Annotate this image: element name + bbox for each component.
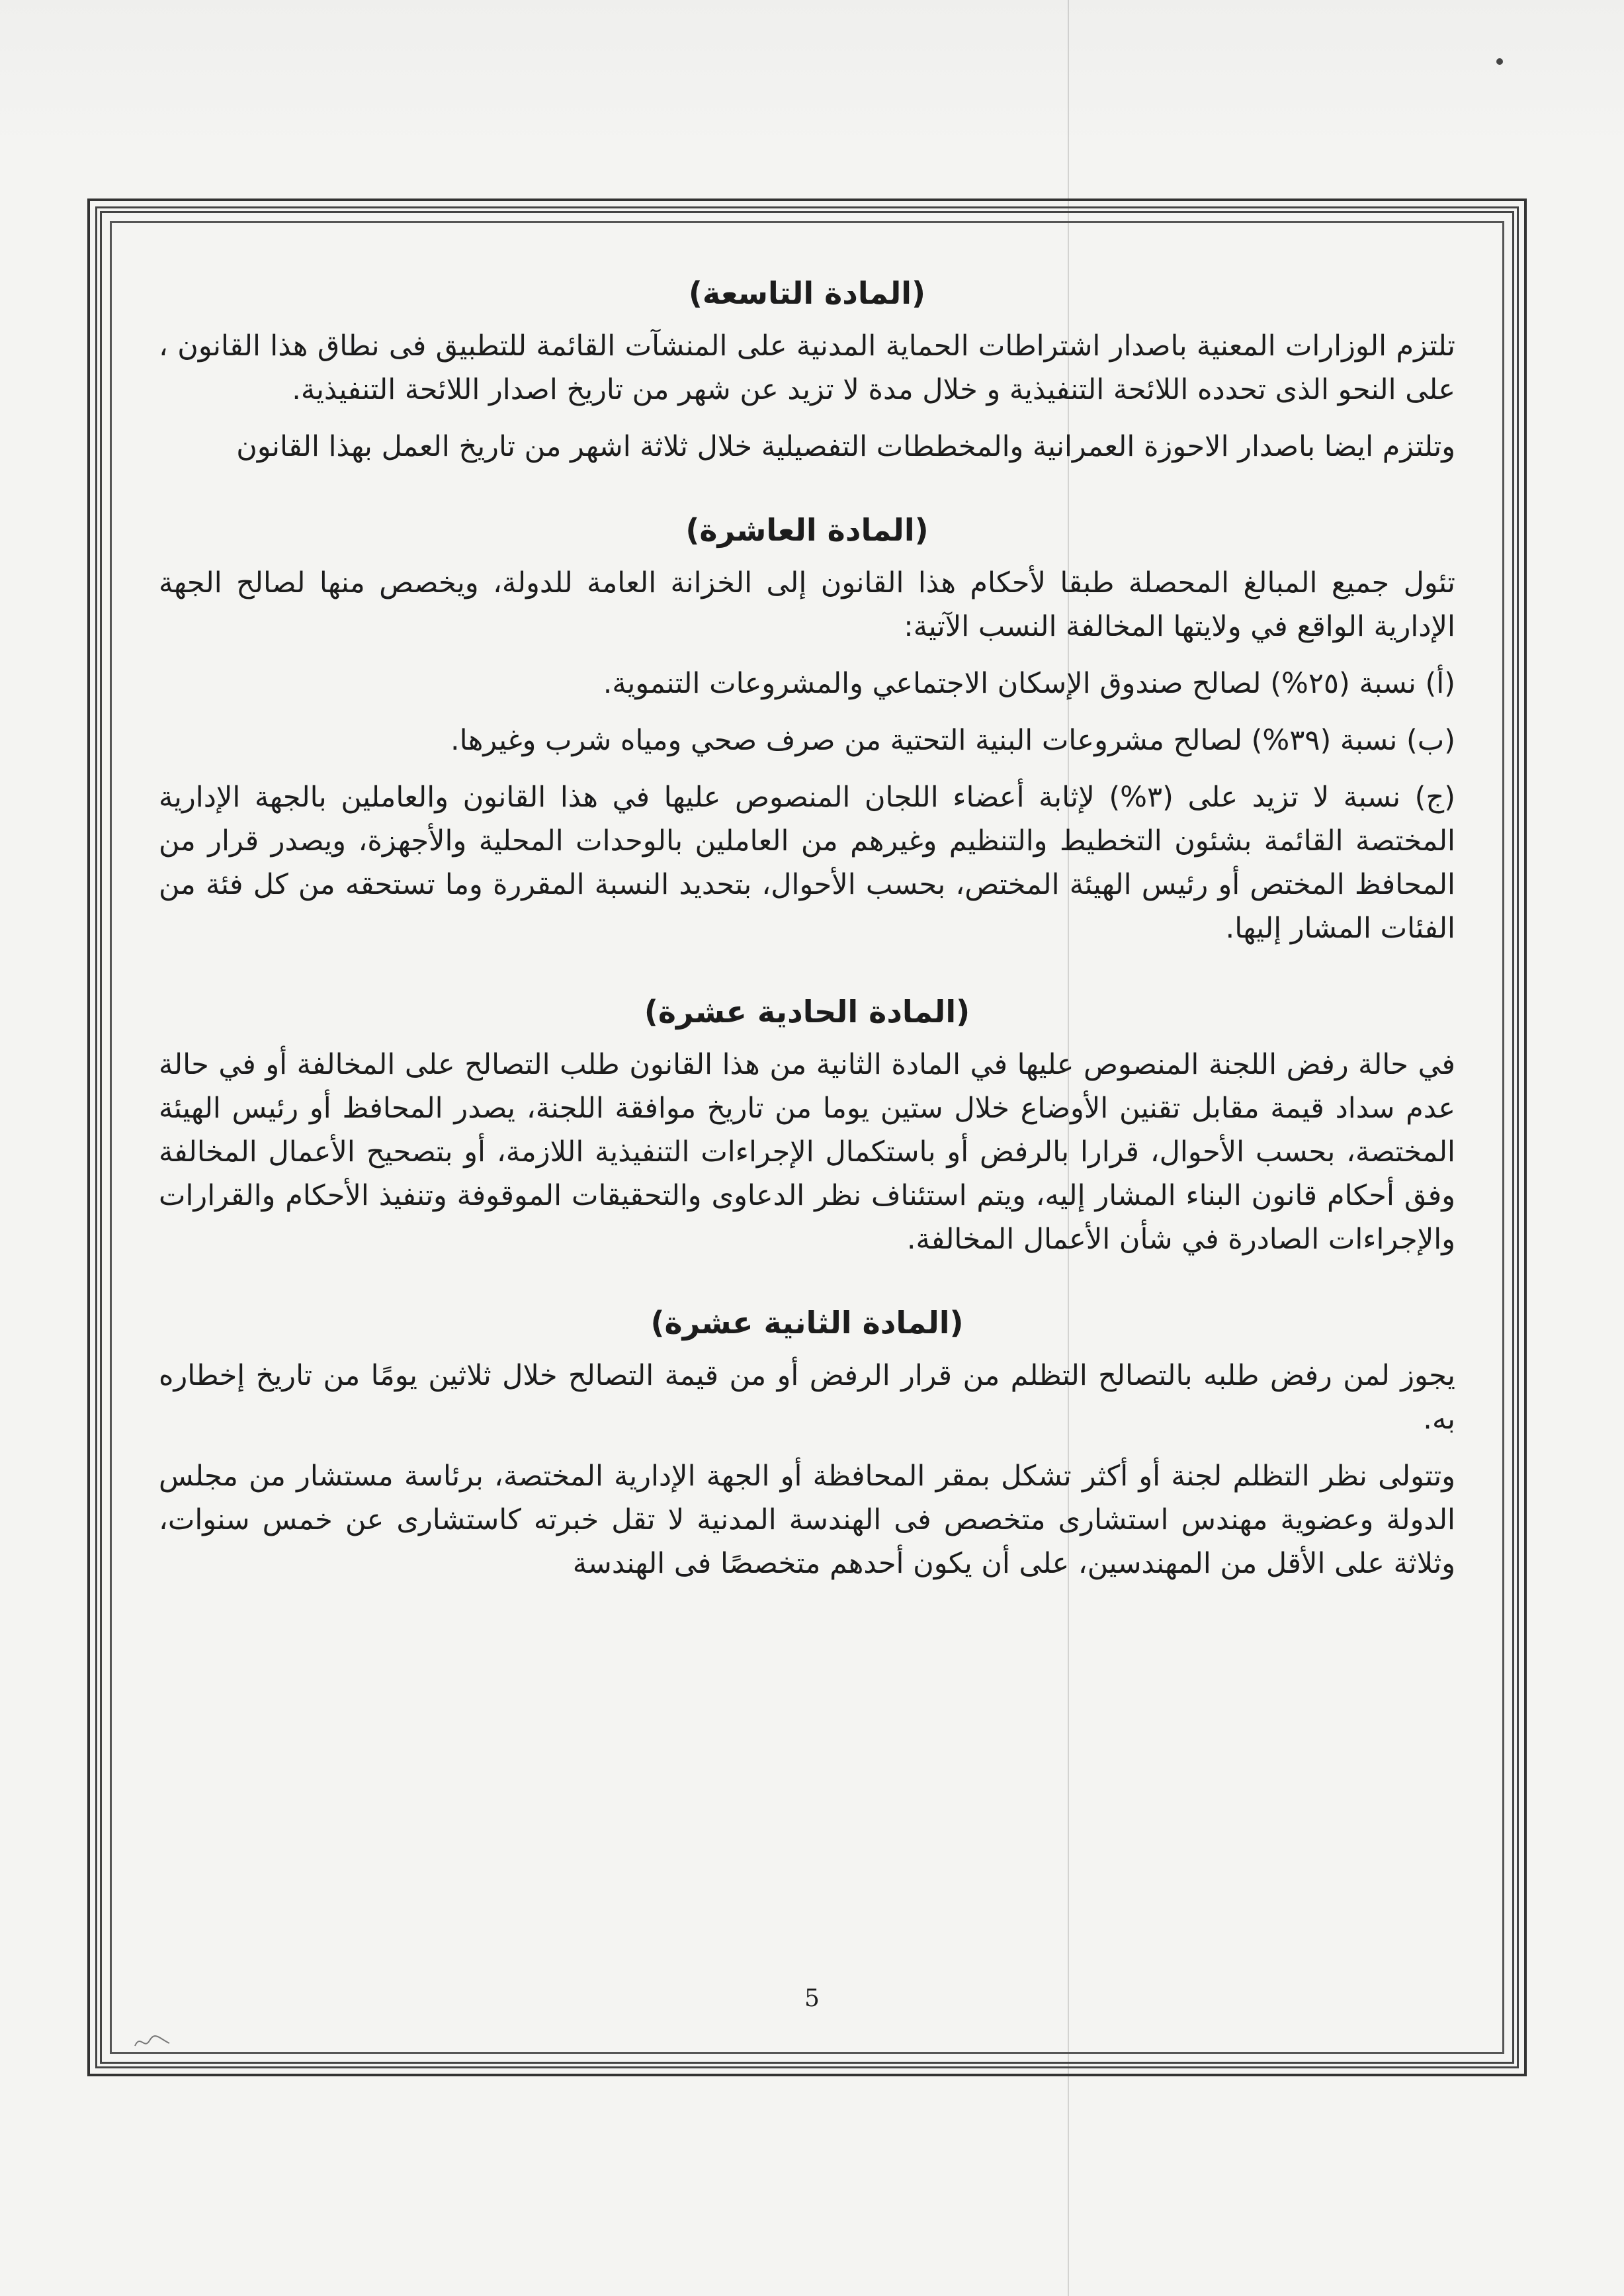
article-10 <box>159 508 1455 950</box>
article-paragraph: تئول جميع المبالغ المحصلة طبقا لأحكام هذا القانون إلى الخزانة العامة للدولة، ويخصص منها لصالح الجهة الإدارية الواقع في ولايتها المخالفة النسب الآتية: <box>159 566 1455 643</box>
scan-dot <box>1496 58 1503 65</box>
signature-mark <box>132 2031 172 2051</box>
article-item-a: (أ) نسبة (٢٥%) لصالح صندوق الإسكان الاجتماعي والمشروعات التنموية. <box>603 667 1455 700</box>
scan-background <box>0 0 1624 152</box>
article-heading: (المادة الثانية عشرة) <box>650 1305 964 1341</box>
page-number: 5 <box>804 1985 820 2012</box>
article-11 <box>159 990 1455 1261</box>
document-body <box>159 271 1455 1599</box>
article-12 <box>159 1301 1455 1585</box>
article-paragraph: في حالة رفض اللجنة المنصوص عليها في المادة الثانية من هذا القانون طلب التصالح على المخالفة أو في حالة عدم سداد قيمة مقابل تقنين الأوضاع خلال ستين يوما من تاريخ موافقة اللجنة، يصدر المحافظ أو رئيس الهيئة المختصة، بحسب الأحوال، قرارا بالرفض أو باستكمال الإجراءات التنفيذية اللازمة، أو بتصحيح الأعمال المخالفة وفق أحكام قانون البناء المشار إليه، ويتم استئناف نظر الدعاوى والتحقيقات الموقوفة وتنفيذ الأحكام والقرارات والإجراءات الصادرة في شأن الأعمال المخالفة. <box>159 1048 1455 1256</box>
article-paragraph: يجوز لمن رفض طلبه بالتصالح التظلم من قرار الرفض أو من قيمة التصالح خلال ثلاثين يومًا من تاريخ إخطاره به. <box>159 1359 1455 1436</box>
article-9 <box>159 271 1455 468</box>
article-item-b: (ب) نسبة (٣٩%) لصالح مشروعات البنية التحتية من صرف صحي ومياه شرب وغيرها. <box>450 724 1455 757</box>
article-paragraph: وتتولى نظر التظلم لجنة أو أكثر تشكل بمقر المحافظة أو الجهة الإدارية المختصة، برئاسة مستشار من مجلس الدولة وعضوية مهندس استشارى متخصص فى الهندسة المدنية لا تقل خبرته كاستشارى عن خمس سنوات، وثلاثة على الأقل من المهندسين، على أن يكون أحدهم متخصصًا فى الهندسة <box>159 1460 1455 1580</box>
article-heading: (المادة العاشرة) <box>685 512 929 548</box>
article-heading: (المادة التاسعة) <box>688 275 926 311</box>
article-heading: (المادة الحادية عشرة) <box>644 994 970 1030</box>
article-paragraph: وتلتزم ايضا باصدار الاحوزة العمرانية والمخططات التفصيلية خلال ثلاثة اشهر من تاريخ العمل بهذا القانون <box>236 430 1455 463</box>
article-paragraph: تلتزم الوزارات المعنية باصدار اشتراطات الحماية المدنية على المنشآت القائمة للتطبيق فى نطاق هذا القانون ، على النحو الذى تحدده اللائحة التنفيذية و خلال مدة لا تزيد عن شهر من تاريخ اصدار اللائحة التنفيذية. <box>159 330 1455 406</box>
article-item-c: (ج) نسبة لا تزيد على (٣%) لإثابة أعضاء اللجان المنصوص عليها في هذا القانون والعاملين بالجهة الإدارية المختصة القائمة بشئون التخطيط والتنظيم وغيرهم من العاملين بالوحدات المحلية والأجهزة، ويصدر قرار من المحافظ المختص أو رئيس الهيئة المختص، بحسب الأحوال، بتحديد النسبة المقررة وما تستحقه من كل فئة من الفئات المشار إليها. <box>159 781 1455 945</box>
